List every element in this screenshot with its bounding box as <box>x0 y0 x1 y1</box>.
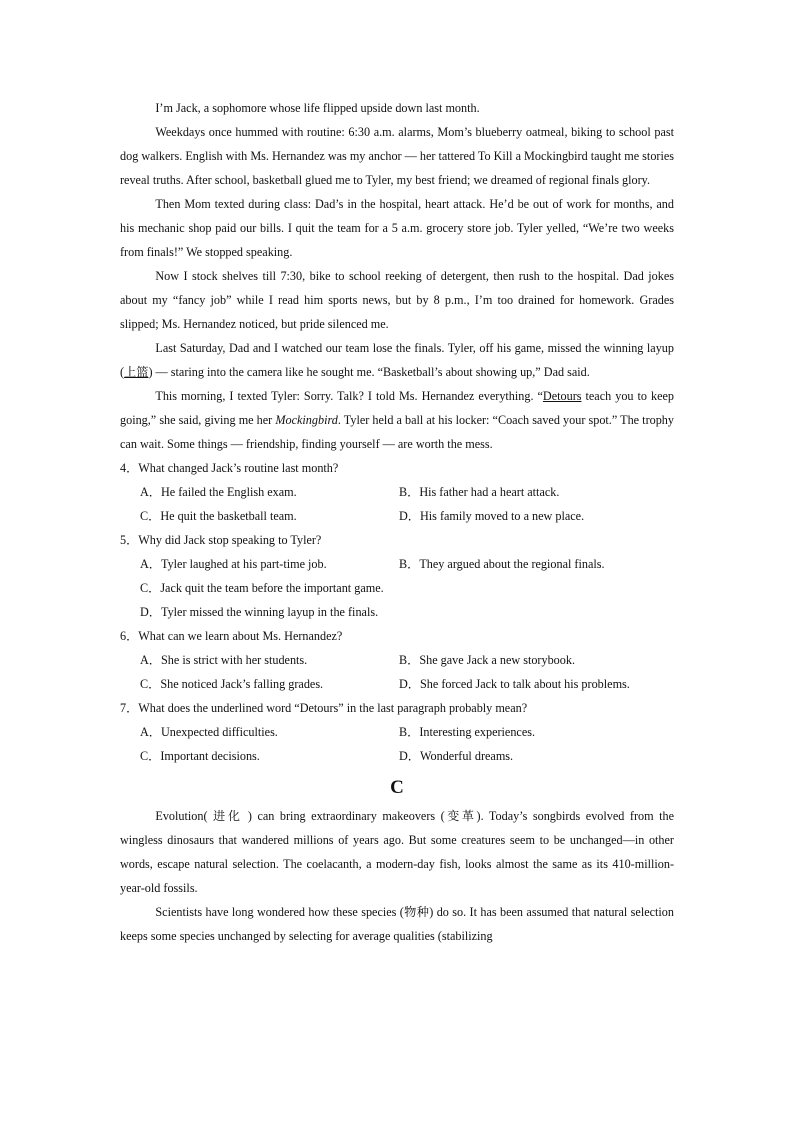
question-stem: 7．What does the underlined word “Detours” in the last paragraph probably mean? <box>120 701 528 715</box>
option-c: C．He quit the basketball team. <box>140 509 297 523</box>
passage-c-paragraph-2: Scientists have long wondered how these species (物种) do so. It has been assumed that natural selection keeps some species unchanged by selecting for average qualities (stabilizing <box>120 905 674 943</box>
chinese-gloss-layup: 上篮 <box>124 365 149 379</box>
paragraph-6-text-c: . Tyler held a ball at his locker: “Coach saved your spot.” The trophy can wait. Some things — friendship, finding yourself — are worth the mess. <box>120 413 674 451</box>
question-4 <box>120 456 674 528</box>
paragraph-5-text-a: Last Saturday, Dad and I watched our team lose the finals. Tyler, off his game, missed the winning layup ( <box>120 341 674 379</box>
question-stem: 4．What changed Jack’s routine last month? <box>120 461 339 475</box>
option-a: A．Unexpected difficulties. <box>140 725 278 739</box>
option-d: D．Tyler missed the winning layup in the finals. <box>140 605 379 619</box>
passage-b-paragraph-5 <box>120 336 674 384</box>
option-b: B．They argued about the regional finals. <box>399 557 605 571</box>
page-content <box>120 96 674 948</box>
option-c: C．Important decisions. <box>140 749 260 763</box>
question-6 <box>120 624 674 696</box>
question-options <box>120 720 674 768</box>
passage-b-paragraph-3: Then Mom texted during class: Dad’s in the hospital, heart attack. He’d be out of work for months, and his mechanic shop paid our bills. I quit the team for a 5 a.m. grocery store job. Tyler yelled, “We’re two weeks from finals!” We stopped speaking. <box>120 197 674 259</box>
passage-b-paragraph-1: I’m Jack, a sophomore whose life flipped upside down last month. <box>155 101 480 115</box>
option-d: D．His family moved to a new place. <box>399 509 585 523</box>
option-c: C．She noticed Jack’s falling grades. <box>140 677 324 691</box>
question-7 <box>120 696 674 768</box>
paragraph-5-text-b: ) — staring into the camera like he sought me. “Basketball’s about showing up,” Dad said. <box>148 365 590 379</box>
option-d: D．She forced Jack to talk about his problems. <box>399 677 630 691</box>
question-options <box>120 552 674 624</box>
paragraph-6-text-a: This morning, I texted Tyler: Sorry. Talk? I told Ms. Hernandez everything. “ <box>155 389 543 403</box>
question-stem: 6．What can we learn about Ms. Hernandez? <box>120 629 343 643</box>
option-b: B．His father had a heart attack. <box>399 485 560 499</box>
underlined-word-detours: Detours <box>542 389 582 403</box>
question-stem: 5．Why did Jack stop speaking to Tyler? <box>120 533 322 547</box>
section-heading-c: C <box>390 777 404 798</box>
passage-c-paragraph-1: Evolution( 进化 ) can bring extraordinary makeovers (变革). Today’s songbirds evolved from the wingless dinosaurs that wandered millions of years ago. But some creatures seem to be unchanged—in other words, escape natural selection. The coelacanth, a modern-day fish, looks almost the same as its 410-million-year-old fossils. <box>120 809 674 895</box>
option-a: A．He failed the English exam. <box>140 485 297 499</box>
option-b: B．She gave Jack a new storybook. <box>399 653 576 667</box>
option-b: B．Interesting experiences. <box>399 725 536 739</box>
option-a: A．Tyler laughed at his part-time job. <box>140 557 327 571</box>
passage-b-paragraph-6 <box>120 384 674 456</box>
question-5 <box>120 528 674 624</box>
paragraph-6-text-b: teach you to keep going,” she said, giving me her <box>120 389 674 427</box>
question-options <box>120 648 674 696</box>
book-title-mockingbird: Mockingbird <box>275 413 338 427</box>
option-a: A．She is strict with her students. <box>140 653 308 667</box>
option-d: D．Wonderful dreams. <box>399 749 514 763</box>
passage-b-paragraph-4: Now I stock shelves till 7:30, bike to school reeking of detergent, then rush to the hospital. Dad jokes about my “fancy job” while I read him sports news, but by 8 p.m., I’m too drained for homework. Grades slipped; Ms. Hernandez noticed, but pride silenced me. <box>120 269 674 331</box>
option-c: C．Jack quit the team before the important game. <box>140 581 384 595</box>
passage-b-paragraph-2: Weekdays once hummed with routine: 6:30 a.m. alarms, Mom’s blueberry oatmeal, biking to school past dog walkers. English with Ms. Hernandez was my anchor — her tattered To Kill a Mockingbird taught me stories reveal truths. After school, basketball glued me to Tyler, my best friend; we dreamed of regional finals glory. <box>120 125 675 187</box>
question-options <box>120 480 674 528</box>
